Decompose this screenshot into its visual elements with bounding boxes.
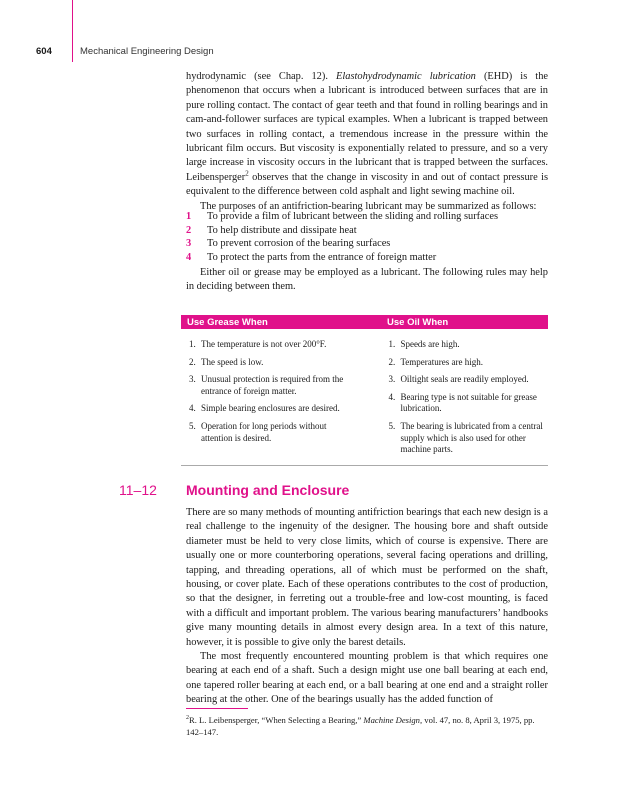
- intro-paragraph-1: hydrodynamic (see Chap. 12). Elastohydrodynamic lubrication (EHD) is the phenomenon that occurs when a lubricant is introduced between surfaces that are in pure rolling contact. The contact of gear teeth and that found in rolling bearings and in cam-and-follower surfaces are typical examples. When a lubricant is trapped between two surfaces in rolling contact, a tremendous increase in the pressure within the lubricant film occurs. But viscosity is exponentially related to pressure, and so a very large increase in viscosity occurs in the lubricant that is trapped between the surfaces. Leibensperger$^2$ observes that the change in viscosity in and out of contact pressure is equivalent to the difference between cold asphalt and light sewing machine oil.: [186, 71, 549, 198]
- section-title: Mounting and Enclosure: [186, 482, 350, 498]
- grease-column: [181, 339, 388, 465]
- list-item: 2 To help distribute and dissipate heat: [186, 224, 357, 236]
- section-paragraph-1: There are so many methods of mounting antifriction bearings that each new design is a real challenge to the ingenuity of the designer. The housing bore and shaft outside diameter must be held to very close limits, which of course is expensive. There are usually one or more counterboring operations, several facing operations and drilling, tapping, and threading operations, all of which must be performed on the shaft, housing, or cover plate. Each of these operations contributes to the cost of production, so that the designer, in ferreting out a trouble-free and low-cost mounting, is faced with a difficult and important problem. The various bearing manufacturers’ handbooks give many mounting details in almost every design area. In a text of this nature, however, it is possible to give only the barest details.: [186, 507, 548, 648]
- header-rule: [72, 0, 73, 62]
- table-body: [181, 329, 548, 465]
- intro-paragraph-2: The purposes of an antifriction-bearing lubricant may be summarized as follows:: [200, 200, 537, 212]
- table-row: 5. Operation for long periods without attention is desired.: [189, 420, 327, 443]
- intro-text: [186, 70, 548, 214]
- section-paragraph-2: The most frequently encountered mounting problem is that which requires one bearing at each end of a shaft. Such a design might use one ball bearing at each end, one tapered roller bearing at each end, or a ball bearing at one end and a straight roller bearing at the other. One of the bearings usually has the added function of: [186, 651, 548, 706]
- footnote-rule: [186, 708, 248, 709]
- table-row: 3. Oiltight seals are readily employed.: [388, 374, 529, 385]
- table-row: 1. The temperature is not over 200°F.: [189, 339, 327, 349]
- ehd-term: Elastohydrodynamic lubrication: [336, 71, 476, 82]
- table-row: 3. Unusual protection is required from the entrance of foreign matter.: [189, 374, 344, 396]
- table-row: 5. The bearing is lubricated from a central supply which is also used for other machine parts.: [388, 420, 543, 455]
- page-number: 604: [36, 46, 52, 57]
- lubricant-table: [181, 315, 548, 466]
- running-title: Mechanical Engineering Design: [80, 46, 214, 57]
- grease-header: Use Grease When: [187, 316, 268, 328]
- section-text: [186, 506, 548, 708]
- list-item: 4 To protect the parts from the entrance of foreign matter: [186, 251, 437, 263]
- list-item: 1 To provide a film of lubricant between the sliding and rolling surfaces: [186, 211, 498, 222]
- after-list-text: Either oil or grease may be employed as a lubricant. The following rules may help in deciding between them.: [186, 267, 548, 293]
- oil-header: Use Oil When: [387, 316, 449, 328]
- list-item: 3 To prevent corrosion of the bearing surfaces: [186, 238, 391, 250]
- oil-column: [388, 339, 548, 465]
- section-number: 11–12: [119, 482, 157, 498]
- footnote-ref: 2: [245, 169, 249, 178]
- table-header: [181, 315, 548, 329]
- table-row: 4. Simple bearing enclosures are desired.: [189, 403, 340, 414]
- purposes-list: [186, 210, 548, 264]
- table-row: 4. Bearing type is not suitable for grease lubrication.: [388, 391, 537, 414]
- footnote: $^2$R. L. Leibensperger, “When Selecting a Bearing,” Machine Design, vol. 47, no. 8, April 3, 1975, pp. 142–147.: [186, 714, 535, 737]
- table-row: 1. Speeds are high.: [388, 339, 460, 349]
- table-bottom-rule: [181, 465, 548, 466]
- table-row: 2. The speed is low.: [189, 356, 264, 367]
- table-row: 2. Temperatures are high.: [388, 356, 484, 367]
